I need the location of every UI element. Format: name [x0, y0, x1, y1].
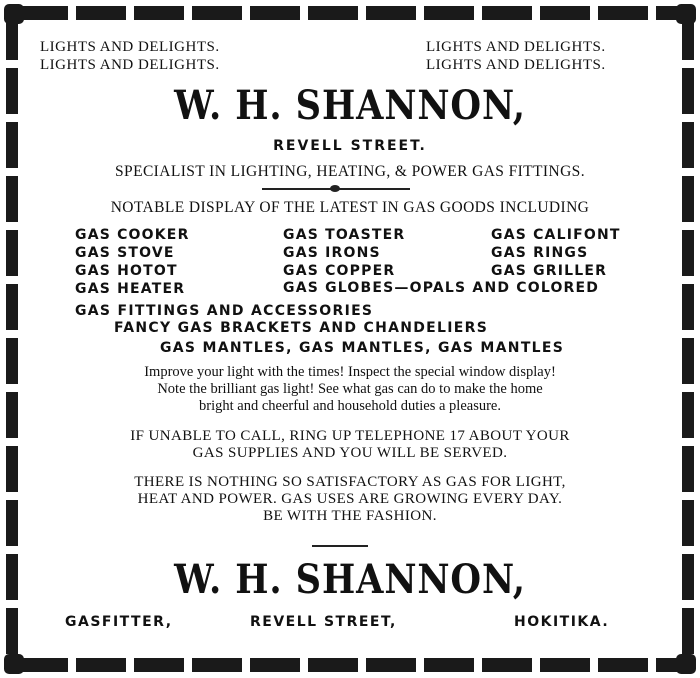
paragraph-line: bright and cheerful and household duties a pleasure.: [199, 398, 501, 414]
lights-line: LIGHTS AND DELIGHTS.: [426, 39, 606, 55]
accessories-line: GAS MANTLES, GAS MANTLES, GAS MANTLES: [160, 340, 565, 356]
goods-column: [491, 226, 621, 280]
border-corner: [676, 654, 696, 674]
divider-ornament: [330, 185, 340, 192]
paragraph-line: Improve your light with the times! Inspect the special window display!: [144, 364, 556, 380]
satisfactory-paragraph: [30, 474, 670, 525]
border-corner: [676, 4, 696, 24]
goods-column: [283, 226, 405, 280]
ornamental-border-bottom: [18, 658, 682, 672]
lights-line: LIGHTS AND DELIGHTS.: [426, 57, 606, 73]
accessories-line: GAS FITTINGS AND ACCESSORIES: [75, 303, 374, 319]
telephone-paragraph: [30, 428, 670, 462]
accessories-line: FANCY GAS BRACKETS AND CHANDELIERS: [114, 320, 489, 336]
specialist-line: SPECIALIST IN LIGHTING, HEATING, & POWER GAS FITTINGS.: [115, 163, 585, 180]
notable-display-line: NOTABLE DISPLAY OF THE LATEST IN GAS GOODS INCLUDING: [110, 199, 590, 216]
paragraph-line: GAS SUPPLIES AND YOU WILL BE SERVED.: [192, 445, 508, 461]
border-corner: [4, 654, 24, 674]
goods-item: GAS CALIFONT: [491, 227, 621, 243]
business-name-heading: W. H. SHANNON,: [174, 82, 526, 129]
goods-item: GAS COOKER: [75, 227, 190, 243]
paragraph-line: IF UNABLE TO CALL, RING UP TELEPHONE 17 ABOUT YOUR: [130, 428, 570, 444]
goods-item: GAS HEATER: [75, 281, 186, 297]
border-corner: [4, 4, 24, 24]
advertisement: [30, 30, 670, 650]
paragraph-line: HEAT AND POWER. GAS USES ARE GROWING EVERY DAY.: [137, 491, 563, 507]
goods-column: [75, 226, 190, 298]
ornamental-border-top: [18, 6, 682, 20]
paragraph-line: Note the brilliant gas light! See what gas can do to make the home: [157, 381, 543, 397]
improve-paragraph: [30, 364, 670, 415]
paragraph-line: THERE IS NOTHING SO SATISFACTORY AS GAS FOR LIGHT,: [134, 474, 566, 490]
lights-and-delights-left: [40, 38, 220, 74]
goods-item: GAS STOVE: [75, 245, 175, 261]
ornamental-border-left: [6, 14, 18, 664]
goods-item: GAS COPPER: [283, 263, 396, 279]
lights-line: LIGHTS AND DELIGHTS.: [40, 39, 220, 55]
goods-item: GAS GRILLER: [491, 263, 608, 279]
ornamental-border-right: [682, 14, 694, 664]
paragraph-line: BE WITH THE FASHION.: [263, 508, 437, 524]
goods-item: GAS IRONS: [283, 245, 381, 261]
lights-line: LIGHTS AND DELIGHTS.: [40, 57, 220, 73]
lights-and-delights-right: [426, 38, 606, 74]
goods-item-globes: GAS GLOBES—OPALS AND COLORED: [283, 280, 600, 296]
divider-rule: [312, 545, 368, 547]
goods-item: GAS RINGS: [491, 245, 589, 261]
footer-trade: GASFITTER,: [65, 614, 173, 630]
business-name-footer: W. H. SHANNON,: [174, 556, 526, 603]
footer-street: REVELL STREET,: [250, 614, 397, 630]
footer-town: HOKITIKA.: [514, 614, 610, 630]
goods-item: GAS HOTOT: [75, 263, 178, 279]
goods-item: GAS TOASTER: [283, 227, 406, 243]
street-address: REVELL STREET.: [273, 138, 427, 154]
